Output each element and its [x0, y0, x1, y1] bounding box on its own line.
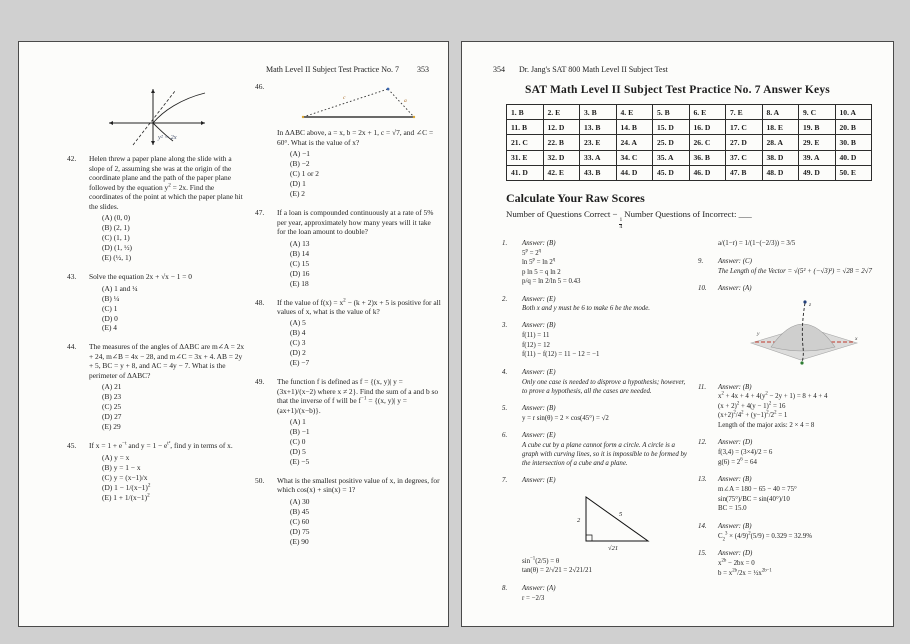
left-page-number: 353 [417, 65, 429, 74]
triangle-abc-figure [293, 83, 426, 123]
option-line: (C) 1 or 2 [290, 169, 319, 179]
cone-plane-section-figure [743, 297, 863, 369]
question-number: 49. [255, 377, 265, 387]
option-line: (E) (½, 1) [102, 253, 132, 263]
option-line: (E) −7 [290, 358, 310, 368]
solution-work-line: f(3,4) = (3×4)/2 = 6 [718, 449, 773, 457]
answer-key-cell: 27. D [726, 135, 763, 150]
option-line: (E) 2 [290, 189, 305, 199]
answer-key-cell: 29. E [799, 135, 836, 150]
question-number: 43. [67, 272, 77, 282]
solution-note: Only one case is needed to disprove a hypothesis; however, to prove a hypothesis, all the cases are needed. [522, 378, 686, 395]
answer-key-cell: 19. B [799, 120, 836, 135]
solution-number: 9. [698, 257, 704, 265]
solution [698, 384, 888, 432]
question-body [277, 377, 441, 467]
raw-scores-text-before: Number of Questions Correct − [506, 208, 618, 219]
answer-key-cell: 42. E [543, 165, 580, 180]
answer-key-cell: 40. D [835, 150, 872, 165]
question-number: 44. [67, 342, 77, 352]
answer-key-cell: 48. D [762, 165, 799, 180]
option-line: (A) −1 [290, 149, 310, 159]
answer-key-cell: 11. B [507, 120, 544, 135]
options-list [102, 284, 247, 333]
answer-key-cell: 15. D [653, 120, 690, 135]
question-row [255, 298, 441, 369]
solution-note: Both x and y must be 6 to make 6 be the mode. [522, 305, 651, 313]
option-line: (D) 1 [290, 179, 306, 189]
solution-answer: Answer: (B) [718, 383, 752, 391]
answer-key-cell: 23. E [580, 135, 617, 150]
option-line: (E) $1 + 1/(x-1)^2$ [102, 492, 150, 502]
answer-key-cell: 7. E [726, 105, 763, 120]
right-page-header [462, 42, 893, 74]
answer-key-row [507, 135, 872, 150]
option-line: (D) (1, ½) [102, 243, 132, 253]
solution-answer: Answer: (C) [718, 257, 752, 265]
answer-key-cell: 49. D [799, 165, 836, 180]
answer-key-cell: 6. E [689, 105, 726, 120]
answer-key-cell: 25. D [653, 135, 690, 150]
solution-work-line: y = r sin(θ) = 2 × cos(45°) = √2 [522, 414, 609, 422]
right-running-title: Dr. Jang's SAT 800 Math Level II Subject Test [519, 65, 668, 74]
svg-text:x: x [855, 335, 858, 342]
answer-key-cell: 20. B [835, 120, 872, 135]
answer-key-cell: 43. B [580, 165, 617, 180]
solution-body [718, 240, 888, 250]
option-line: (A) 30 [290, 496, 310, 506]
answer-key-row [507, 165, 872, 180]
answer-key-cell: 1. B [507, 105, 544, 120]
question [67, 83, 247, 263]
solution-work-line: sin(75°)/BC = sin(40°)/10 [718, 495, 790, 503]
raw-scores-text-after: Number Questions of Incorrect: ___ [624, 208, 752, 219]
answer-key-row [507, 105, 872, 120]
solution [698, 439, 888, 468]
parabola-and-line-graph [101, 83, 213, 149]
answer-key-cell: 47. B [726, 165, 763, 180]
question [67, 272, 247, 333]
option-line: (D) $1 - 1/(x-1)^2$ [102, 482, 151, 492]
options-list [290, 239, 441, 288]
question [255, 208, 441, 288]
answer-key-cell: 22. B [543, 135, 580, 150]
solution-body [522, 585, 692, 604]
solution-answer: Answer: (E) [522, 432, 556, 440]
solution-work-line: a/(1−r) = 1/(1−(−2/3)) = 3/5 [718, 240, 796, 248]
svg-text:2: 2 [576, 517, 580, 524]
left-running-title: Math Level II Subject Test Practice No. 7 [265, 65, 399, 74]
svg-text:z: z [809, 301, 812, 308]
question-number: 45. [67, 441, 77, 451]
question [255, 377, 441, 467]
solution-work-line: $5^p = 2^q$ [522, 248, 542, 257]
option-line: (B) y = 1 − x [102, 462, 141, 472]
option-line: (A) y = x [102, 452, 130, 462]
option-line: (C) 0 [290, 437, 306, 447]
option-line: (A) 1 [290, 417, 306, 427]
solution [698, 550, 888, 579]
solution-answer: Answer: (E) [522, 368, 556, 376]
answer-key-table [506, 104, 872, 181]
options-list [290, 318, 441, 367]
svg-text:y² = 2x: y² = 2x [158, 134, 177, 141]
question-body [89, 272, 247, 333]
question-body [277, 476, 441, 547]
solution-figure [522, 489, 692, 555]
answer-key-cell: 31. E [507, 150, 544, 165]
option-line: (D) 75 [290, 526, 310, 536]
option-line: (E) 4 [102, 323, 117, 333]
solution-work-line: m∠A = 180 − 65 − 40 = 75° [718, 486, 797, 494]
option-line: (B) 23 [102, 392, 122, 402]
option-line: (B) −2 [290, 159, 310, 169]
answer-key-cell: 24. A [616, 135, 653, 150]
solution-work-line: f(11) − f(12) = 11 − 12 = −1 [522, 351, 600, 359]
option-line: (C) 3 [290, 338, 306, 348]
solution-work-line: $x^2 + 4x + 4 + 4(y^2 - 2y + 1) = 8 + 4 + 4$ [718, 392, 828, 401]
answer-key-cell: 8. A [762, 105, 799, 120]
solution [698, 476, 888, 514]
solution-number: 1. [502, 239, 508, 247]
right-triangle-figure [560, 489, 655, 551]
question-body [277, 82, 441, 199]
question-body [277, 298, 441, 369]
answer-key-cell: 35. A [653, 150, 690, 165]
solution-figure [718, 297, 888, 373]
question-text: If $x = 1 + e^{-t}$ and $y = 1 - e^{t^2}$, find y in terms of x. [89, 440, 233, 451]
question-text: The measures of the angles of ΔABC are m∠A = 2x + 24, m∠B = 4x − 28, and m∠C = 3x + 4. AB = 2y + 5, BC = y + 8, and AC = 4y − 7. What is the perimeter of ΔABC? [89, 342, 245, 380]
one-quarter-fraction: $\frac{1}{4}$ [619, 216, 623, 230]
solution-number: 13. [698, 476, 707, 484]
solution-work-line: tan(θ) = 2/√21 = 2√21/21 [522, 567, 592, 575]
svg-text:c: c [342, 95, 345, 101]
question-body [89, 154, 247, 263]
option-line: (A) 13 [290, 238, 310, 248]
solution [502, 322, 692, 360]
solution-answer: Answer: (D) [718, 439, 753, 447]
solution [502, 296, 692, 315]
answer-key-cell: 28. A [762, 135, 799, 150]
option-line: (B) ¼ [102, 293, 120, 303]
answer-key-cell: 32. D [543, 150, 580, 165]
option-line: (C) (1, 1) [102, 233, 130, 243]
solution-note: A cube cut by a plane cannot form a circle. A circle is a graph with curving lines, so it is impossible to be formed by the intersection of a cube and a plane. [522, 442, 687, 468]
option-line: (B) −1 [290, 427, 310, 437]
question-row [255, 82, 441, 199]
option-line: (E) 29 [102, 422, 121, 432]
question-number: 50. [255, 476, 265, 485]
questions-column-1 [67, 82, 247, 556]
solution [502, 405, 692, 424]
svg-text:y: y [757, 330, 760, 337]
question-figure [277, 83, 441, 125]
options-list [102, 213, 247, 262]
answer-key-cell: 26. C [689, 135, 726, 150]
option-line: (B) 4 [290, 328, 306, 338]
question-row [255, 476, 441, 547]
solution-work-line: $(x+2)^2/4^2 + (y-1)^2/2^2 = 1$ [718, 411, 788, 420]
solution-body [718, 258, 888, 277]
solution-number: 14. [698, 522, 707, 530]
question-figure [67, 83, 247, 151]
answer-key-cell: 9. C [799, 105, 836, 120]
left-page-header [19, 42, 448, 74]
answer-key-cell: 4. E [616, 105, 653, 120]
question-number: 47. [255, 208, 265, 218]
svg-text:√21: √21 [607, 545, 618, 551]
solution-body [718, 550, 888, 579]
solution-work-line: $(x + 2)^2 + 4(y - 1)^2 = 16$ [718, 401, 786, 410]
question [255, 298, 441, 369]
question-number: 48. [255, 297, 265, 307]
solution [502, 477, 692, 577]
svg-text:5: 5 [618, 511, 622, 518]
solution [502, 432, 692, 469]
solution-number: 4. [502, 368, 508, 376]
answer-key-cell: 17. C [726, 120, 763, 135]
solution [502, 369, 692, 397]
options-list [102, 382, 247, 431]
left-page [18, 41, 449, 627]
answer-key-cell: 10. A [835, 105, 872, 120]
solution-answer: Answer: (A) [522, 584, 556, 592]
question-row [67, 154, 247, 263]
solution [698, 240, 888, 250]
solution-number: 12. [698, 439, 707, 447]
solution [698, 523, 888, 542]
question [255, 82, 441, 199]
solution-work-line: $\ln 5^p = \ln 2^q$ [522, 257, 556, 267]
solution-answer: Answer: (B) [522, 404, 556, 412]
question-row [67, 342, 247, 432]
solution-answer: Answer: (B) [718, 476, 752, 484]
answer-key-cell: 5. B [653, 105, 690, 120]
solution-body [522, 240, 692, 288]
answer-key-cell: 14. B [616, 120, 653, 135]
solution-body [718, 523, 888, 542]
option-line: (A) 5 [290, 318, 306, 328]
answer-key-cell: 16. D [689, 120, 726, 135]
question [255, 476, 441, 547]
solution-body [522, 369, 692, 397]
solution-number: 15. [698, 550, 707, 558]
option-line: (C) 25 [102, 402, 122, 412]
solution-answer: Answer: (B) [522, 239, 556, 247]
solution-answer: Answer: (E) [522, 477, 556, 485]
option-line: (B) (2, 1) [102, 223, 130, 233]
svg-text:a: a [403, 98, 407, 104]
right-page [461, 41, 894, 627]
solution-work-line: p/q = ln 2/ln 5 = 0.43 [522, 278, 581, 286]
options-list [102, 453, 247, 502]
question-text: Solve the equation 2x + √x − 1 = 0 [89, 272, 192, 282]
solutions-column-2 [698, 240, 888, 613]
option-line: (A) (0, 0) [102, 213, 131, 223]
solution-work-line: p ln 5 = q ln 2 [522, 268, 561, 276]
solution-work-line: $\sin^{-1}(2/5) = \theta$ [522, 556, 560, 565]
question-text: Helen threw a paper plane along the slide with a slope of 2, assuming she was at the origin of the coordinate plane and the path of the paper plane followed by the equation $y^2 = 2x$. Find the coordinates of the point at which the paper plane hit the slides. [89, 154, 243, 211]
answer-key-cell: 3. B [580, 105, 617, 120]
answer-key-cell: 21. C [507, 135, 544, 150]
option-line: (D) 5 [290, 447, 306, 457]
question-body [277, 208, 441, 288]
solution-number: 3. [502, 322, 508, 330]
solution-body [718, 476, 888, 514]
solution-work-line: r = −2/3 [522, 594, 545, 602]
solution-answer: Answer: (A) [718, 284, 752, 292]
solution-body [522, 322, 692, 360]
solution-number: 5. [502, 404, 508, 412]
option-line: (E) 18 [290, 278, 309, 288]
answer-key-row [507, 150, 872, 165]
solutions-column-1 [502, 240, 692, 613]
option-line: (C) y = (x−1)/x [102, 472, 148, 482]
answer-key-cell: 34. C [616, 150, 653, 165]
option-line: (B) 45 [290, 506, 310, 516]
answer-key-cell: 46. D [689, 165, 726, 180]
option-line: (B) 14 [290, 248, 310, 258]
solution-answer: Answer: (B) [718, 522, 752, 530]
solution-body [718, 384, 888, 432]
solution-work-line: $C_2^3 \times (4/9)^2(5/9) = 0.329 = 32.9\%$ [718, 531, 812, 542]
solution-answer: Answer: (B) [522, 322, 556, 330]
solution-number: 10. [698, 284, 707, 292]
solution-work-line: f(11) = 11 [522, 332, 550, 340]
answer-key-cell: 36. B [689, 150, 726, 165]
option-line: (D) 27 [102, 412, 122, 422]
answer-key-cell: 41. D [507, 165, 544, 180]
question-row [255, 208, 441, 288]
solution-answer: Answer: (E) [522, 295, 556, 303]
option-line: (D) 2 [290, 348, 306, 358]
answer-keys-title: SAT Math Level II Subject Test Practice No. 7 Answer Keys [525, 84, 830, 96]
solution-work-line: $b = x^{2b}/2x$ = $\frac{1}{2}x^{2b-1}$ [718, 568, 772, 577]
solution-number: 11. [698, 383, 707, 391]
solution-work-line: f(12) = 12 [522, 341, 550, 349]
answer-key-cell: 44. D [616, 165, 653, 180]
question-row [255, 377, 441, 467]
option-line: (C) 60 [290, 516, 310, 526]
solution-body [522, 296, 692, 315]
answer-key-cell: 38. D [762, 150, 799, 165]
solution-number: 8. [502, 584, 508, 592]
solution-work-line: Length of the major axis: 2 × 4 = 8 [718, 421, 815, 429]
options-list [290, 149, 441, 198]
answer-key-cell: 13. B [580, 120, 617, 135]
answer-key-cell: 18. E [762, 120, 799, 135]
raw-scores-heading: Calculate Your Raw Scores [506, 190, 645, 205]
raw-scores-line [506, 209, 893, 231]
question [67, 441, 247, 502]
question-row [67, 441, 247, 502]
question-text: What is the smallest positive value of x, in degrees, for which cos(x) + sin(x) = 1? [277, 476, 440, 495]
option-line: (D) 16 [290, 268, 310, 278]
question [67, 342, 247, 432]
solution-number: 7. [502, 477, 508, 485]
solution-body [718, 439, 888, 468]
answer-key-cell: 12. D [543, 120, 580, 135]
question-number: 42. [67, 154, 77, 164]
question-text: In ΔABC above, a = x, b = 2x + 1, c = √7, and ∠C = 60°. What is the value of x? [277, 128, 434, 147]
solution-number [698, 240, 718, 250]
question-text: If the value of $f(x) = x^2 - (k + 2)x + 5$ is positive for all values of x, what is the value of k? [277, 297, 441, 316]
solution-body [522, 405, 692, 424]
answer-key-row [507, 120, 872, 135]
option-line: (A) 1 and ¼ [102, 283, 138, 293]
options-list [290, 417, 441, 466]
question-body [89, 441, 247, 502]
option-line: (D) 0 [102, 313, 118, 323]
question-body [89, 342, 247, 432]
solution-answer: Answer: (D) [718, 550, 753, 558]
solution [502, 240, 692, 288]
options-list [290, 497, 441, 546]
option-line: (C) 15 [290, 258, 310, 268]
solution-work-line: BC = 15.0 [718, 505, 747, 513]
option-line: (E) 90 [290, 536, 309, 546]
right-page-number: 354 [493, 65, 505, 74]
questions-column-2 [255, 82, 441, 556]
solution [698, 258, 888, 277]
answer-key-cell: 2. E [543, 105, 580, 120]
option-line: (A) 21 [102, 382, 122, 392]
question-number: 46. [255, 82, 265, 91]
solution-number: 2. [502, 295, 508, 303]
question-row [67, 272, 247, 333]
question-text: If a loan is compounded continuously at a rate of 5% per year, approximately how many years will it take for the loan amount to double? [277, 208, 434, 237]
answer-key-cell: 37. C [726, 150, 763, 165]
solution-work-line: $x^{2b} - 2bx = 0$ [718, 558, 755, 568]
question-text: The function f is defined as f = {(x, y)| y = (3x+1)/(x−2) where x ≠ 2}. Find the sum of a and b so that the inverse of f will be $f^{-1} = \{(x$, y)| y = (ax+1)/(x−b)}. [277, 377, 439, 415]
solution-note: The Length of the Vector = √(5² + (−√3)²) = √28 = 2√7 [718, 267, 872, 275]
answer-key-cell: 33. A [580, 150, 617, 165]
solution [698, 285, 888, 376]
solution [502, 585, 692, 604]
answer-key-cell: 45. D [653, 165, 690, 180]
option-line: (E) −5 [290, 457, 310, 467]
solution-number: 6. [502, 432, 508, 440]
solution-work-line: $g(6) = 2^6 = 64$ [718, 457, 757, 466]
solution-body [522, 477, 692, 577]
answer-key-cell: 30. B [835, 135, 872, 150]
answer-key-cell: 50. E [835, 165, 872, 180]
answer-key-cell: 39. A [799, 150, 836, 165]
option-line: (C) 1 [102, 303, 118, 313]
solution-body [522, 432, 692, 469]
solution-body [718, 285, 888, 376]
